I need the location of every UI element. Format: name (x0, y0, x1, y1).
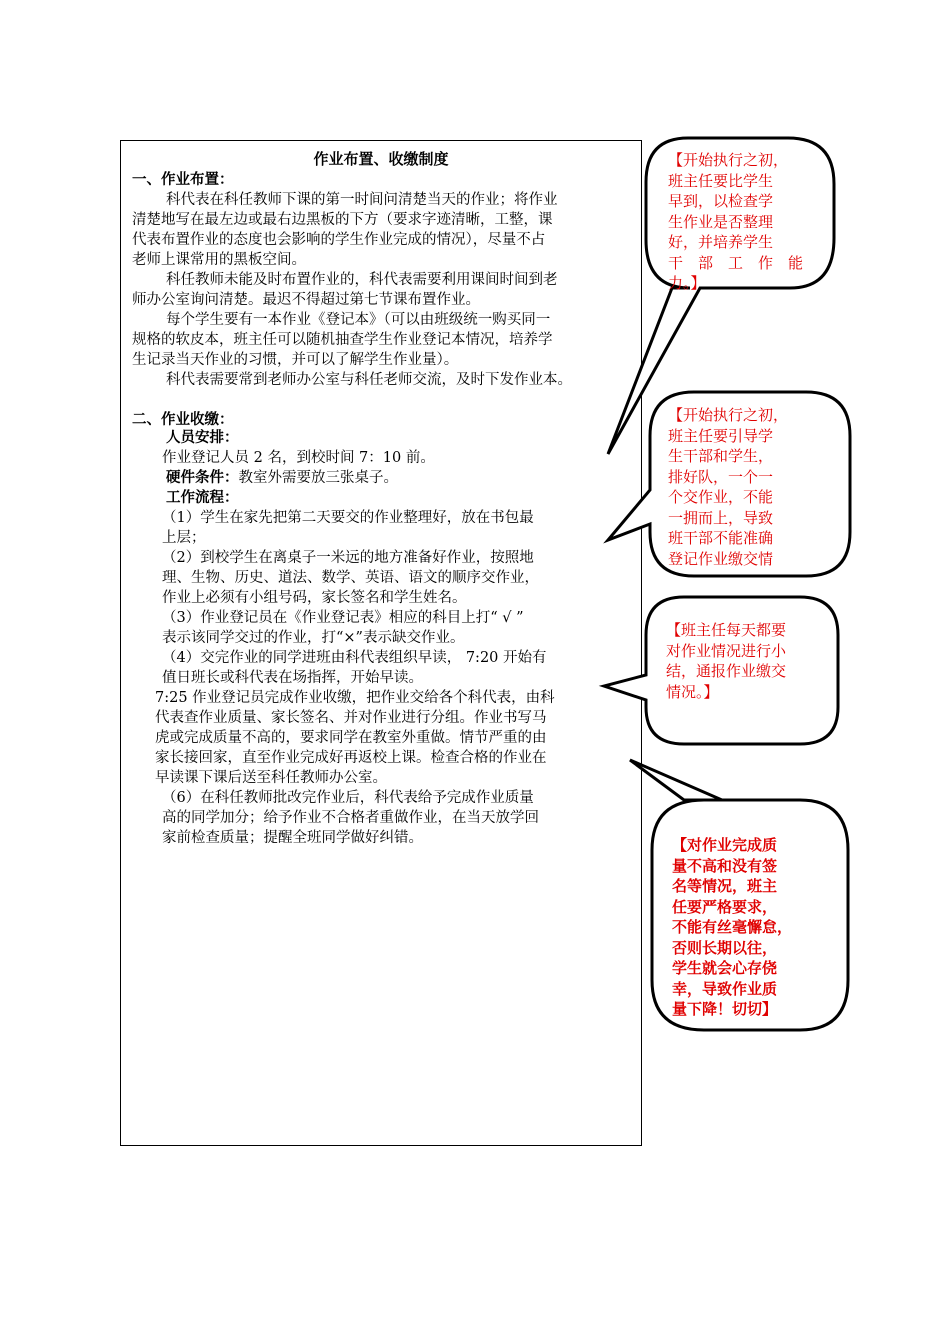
text-line: 虎或完成质量不高的，要求同学在教室外重做。情节严重的由 (155, 730, 547, 746)
text-line: （2）到校学生在离桌子一米远的地方准备好作业，按照地 (162, 550, 534, 566)
text-line: 作业上必须有小组号码，家长签名和学生姓名。 (162, 590, 467, 606)
note-line: 早到，以检查学 (668, 192, 774, 210)
hardware-text: 教室外需要放三张桌子。 (238, 470, 398, 486)
note-line: 【对作业完成质 (672, 836, 778, 854)
text-line: 代表布置作业的态度也会影响的学生作业完成的情况），尽量不占 (132, 232, 546, 248)
staff-text: 作业登记人员 2 名，到校时间 7：10 前。 (162, 450, 435, 466)
text-line: 高的同学加分；给予作业不合格者重做作业，在当天放学回 (162, 810, 539, 826)
note-line: 否则长期以往， (672, 938, 778, 957)
page-title: 作业布置、收缴制度 (313, 150, 449, 168)
note-line: 排好队，一个一 (668, 467, 774, 486)
text-line: 代表查作业质量、家长签名、并对作业进行分组。作业书写马 (155, 710, 547, 726)
note-line: 量下降！切切】 (672, 1000, 778, 1018)
text-line: 7:25 作业登记员完成作业收缴，把作业交给各个科代表，由科 (155, 690, 555, 706)
flow-label: 工作流程： (166, 490, 239, 506)
text-line: 科代表在科任教师下课的第一时间问清楚当天的作业；将作业 (166, 192, 558, 208)
note-line: 力。】 (668, 274, 706, 292)
note-line: 情况。】 (666, 682, 719, 701)
text-line: （6）在科任教师批改完作业后，科代表给予完成作业质量 (162, 790, 534, 806)
note-line: 学生就会心存侥 (672, 959, 778, 977)
text-line: 早读课下课后送至科任教师办公室。 (155, 770, 387, 786)
text-line: （4）交完作业的同学进班由科代表组织早读， 7:20 开始有 (162, 650, 547, 666)
note-line: 登记作业缴交情 (668, 549, 774, 568)
note-line: 名等情况，班主 (672, 877, 778, 895)
text-line: 生记录当天作业的习惯，并可以了解学生作业量）。 (132, 352, 459, 368)
text-line: 规格的软皮本，班主任可以随机抽查学生作业登记本情况，培养学 (132, 332, 553, 348)
note-line: 不能有丝毫懈怠， (672, 918, 793, 936)
callout-note-2 (668, 405, 788, 569)
note-line: 【开始执行之初， (668, 151, 789, 169)
text-line: 值日班长或科代表在场指挥，开始早读。 (162, 670, 423, 686)
note-line: 量不高和没有签 (672, 856, 778, 875)
callout-note-3 (666, 620, 786, 702)
note-line: 班主任要引导学 (668, 426, 774, 445)
note-line: 任要严格要求， (672, 897, 778, 916)
staff-label: 人员安排： (166, 430, 239, 446)
note-line: 干 部 工 作 能 (668, 253, 804, 272)
section2-heading: 二、作业收缴： (132, 412, 234, 428)
note-line: 【开始执行之初， (668, 406, 789, 424)
note-line: 个交作业，不能 (668, 488, 774, 506)
callout-note-4 (672, 835, 792, 1020)
note-line: 班干部不能准确 (668, 529, 774, 547)
text-line: （1）学生在家先把第二天要交的作业整理好，放在书包最 (162, 510, 534, 526)
text-line: 上层； (162, 530, 206, 546)
hardware-row (166, 468, 398, 488)
text-line: 科任教师未能及时布置作业的，科代表需要利用课间时间到老 (166, 272, 558, 288)
note-line: 班主任要比学生 (668, 171, 774, 190)
text-line: 表示该同学交过的作业，打“×”表示缺交作业。 (162, 630, 465, 646)
text-line: （3）作业登记员在《作业登记表》相应的科目上打“ √ ” (162, 610, 524, 626)
text-line: 师办公室询问清楚。最迟不得超过第七节课布置作业。 (132, 292, 480, 308)
note-line: 幸，导致作业质 (672, 979, 778, 998)
text-line: 科代表需要常到老师办公室与科任老师交流，及时下发作业本。 (166, 372, 572, 388)
note-line: 结，通报作业缴交 (666, 662, 787, 680)
text-line: 家长接回家，直至作业完成好再返校上课。检查合格的作业在 (155, 750, 547, 766)
text-line: 家前检查质量；提醒全班同学做好纠错。 (162, 830, 423, 846)
text-line: 清楚地写在最左边或最右边黑板的下方（要求字迹清晰，工整，课 (132, 212, 553, 228)
note-line: 【班主任每天都要 (666, 621, 787, 639)
hardware-label: 硬件条件： (166, 470, 239, 486)
text-line: 老师上课常用的黑板空间。 (132, 252, 306, 268)
callout-note-1 (668, 150, 803, 294)
note-line: 生作业是否整理 (668, 212, 774, 231)
section1-heading: 一、作业布置： (132, 172, 234, 188)
note-line: 对作业情况进行小 (666, 641, 787, 660)
note-line: 好，并培养学生 (668, 233, 774, 251)
text-line: 每个学生要有一本作业《登记本》（可以由班级统一购买同一 (166, 312, 551, 328)
note-line: 一拥而上，导致 (668, 508, 774, 527)
text-line: 理、生物、历史、道法、数学、英语、语文的顺序交作业， (162, 570, 539, 586)
note-line: 生干部和学生， (668, 447, 774, 465)
